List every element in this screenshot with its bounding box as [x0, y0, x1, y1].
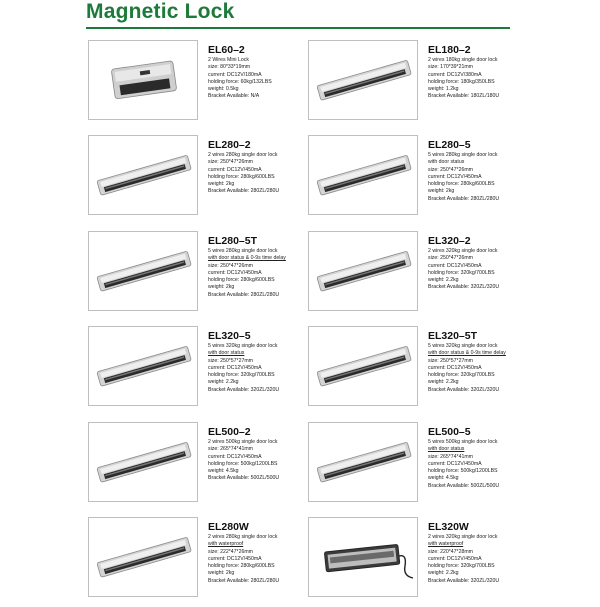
product-image	[308, 517, 418, 597]
product-model: EL280–2	[208, 139, 251, 151]
spec-line: 5 wires 280kg single door lock	[208, 248, 278, 254]
spec-line: current: DC12V/450mA	[428, 262, 482, 269]
product-model: EL60–2	[208, 44, 245, 56]
spec-line: holding force: 280kg/600LBS	[208, 563, 275, 570]
spec-line: weight: 4.5kg	[208, 468, 239, 475]
spec-line: Bracket Available: 320ZL/320U	[428, 386, 500, 393]
magnetic-lock-image	[89, 41, 197, 119]
spec-line: weight: 1.2kg	[428, 86, 459, 93]
spec-line: 5 wires 500kg single door lock	[428, 439, 498, 445]
magnetic-lock-image	[309, 232, 417, 310]
spec-line: 2 wires 180kg single door lock	[428, 57, 498, 63]
spec-line: Bracket Available: 180ZL/180U	[428, 93, 500, 100]
product-info	[428, 426, 538, 490]
spec-line: size: 250*47*26mm	[208, 262, 253, 269]
product-image	[308, 135, 418, 215]
spec-line: weight: 2kg	[208, 181, 235, 188]
spec-line: current: DC12V/450mA	[208, 364, 262, 371]
product-image	[88, 517, 198, 597]
spec-line: holding force: 280kg/600LBS	[208, 173, 275, 180]
spec-line: with door status	[428, 446, 465, 453]
spec-line: size: 220*47*28mm	[428, 548, 473, 555]
spec-line: size: 80*33*19mm	[208, 64, 251, 71]
product-info	[428, 139, 538, 203]
spec-line: holding force: 500kg/1200LBS	[428, 468, 498, 475]
spec-line: holding force: 60kg/132LBS	[208, 78, 272, 85]
spec-line: current: DC12V/450mA	[208, 453, 262, 460]
spec-line: Bracket Available: 280ZL/280U	[428, 195, 500, 202]
spec-line: size: 222*47*26mm	[208, 548, 253, 555]
product-card	[308, 326, 528, 416]
product-card	[308, 231, 528, 321]
spec-line: current: DC12V/450mA	[428, 460, 482, 467]
spec-line: weight: 2.2kg	[208, 379, 239, 386]
product-info	[208, 235, 318, 299]
product-card	[308, 40, 528, 130]
product-info	[428, 330, 538, 394]
magnetic-lock-image	[309, 423, 417, 501]
spec-line: holding force: 180kg/350LBS	[428, 78, 495, 85]
spec-line: holding force: 320kg/700LBS	[428, 372, 495, 379]
spec-line: size: 250*47*26mm	[208, 159, 253, 166]
product-card	[88, 231, 308, 321]
page-title: Magnetic Lock	[86, 0, 235, 23]
spec-line: Bracket Available: 500ZL/500U	[428, 482, 500, 489]
product-info	[208, 521, 318, 585]
spec-line: size: 250*57*27mm	[208, 357, 253, 364]
spec-line: 5 wires 320kg single door lock	[428, 343, 498, 349]
spec-line: with door status & 0-9s time delay	[428, 350, 506, 357]
spec-line: weight: 2kg	[208, 284, 235, 291]
spec-line: Bracket Available: 320ZL/320U	[428, 577, 500, 584]
spec-line: with door status	[428, 159, 465, 166]
spec-line: size: 250*47*26mm	[428, 255, 473, 262]
product-model: EL500–5	[428, 426, 471, 438]
product-image	[88, 422, 198, 502]
spec-line: Bracket Available: 280ZL/280U	[208, 291, 280, 298]
product-model: EL280–5T	[208, 235, 258, 247]
product-model: EL280W	[208, 521, 249, 533]
spec-line: size: 250*47*26mm	[428, 166, 473, 173]
product-info	[428, 235, 538, 292]
magnetic-lock-image	[89, 232, 197, 310]
product-info	[208, 44, 318, 101]
product-model: EL320–5T	[428, 330, 478, 342]
product-card	[88, 40, 308, 130]
product-card	[308, 517, 528, 607]
product-card	[88, 422, 308, 512]
spec-line: holding force: 280kg/600LBS	[428, 181, 495, 188]
spec-line: with waterproof	[428, 541, 464, 548]
product-card	[308, 422, 528, 512]
spec-line: holding force: 280kg/600LBS	[208, 277, 275, 284]
magnetic-lock-image	[89, 136, 197, 214]
product-model: EL280–5	[428, 139, 471, 151]
spec-line: weight: 2kg	[428, 188, 455, 195]
magnetic-lock-image	[309, 41, 417, 119]
spec-line: holding force: 500kg/1200LBS	[208, 460, 278, 467]
spec-line: size: 265*74*41mm	[208, 446, 253, 453]
spec-line: Bracket Available: 500ZL/500U	[208, 475, 280, 482]
product-model: EL320–5	[208, 330, 251, 342]
product-card	[88, 135, 308, 225]
spec-line: weight: 2kg	[208, 570, 235, 577]
product-image	[88, 40, 198, 120]
spec-line: 2 wires 280kg single door lock	[208, 534, 278, 540]
product-image	[308, 40, 418, 120]
spec-line: weight: 2.2kg	[428, 570, 459, 577]
spec-line: current: DC12V/450mA	[428, 555, 482, 562]
magnetic-lock-image	[309, 136, 417, 214]
magnetic-lock-image	[309, 327, 417, 405]
product-model: EL320–2	[428, 235, 471, 247]
spec-line: current: DC12V/380mA	[428, 71, 482, 78]
spec-line: 5 wires 320kg single door lock	[208, 343, 278, 349]
spec-line: current: DC12V/450mA	[208, 166, 262, 173]
spec-line: Bracket Available: 280ZL/280U	[208, 577, 280, 584]
product-card	[88, 517, 308, 607]
magnetic-lock-image	[89, 327, 197, 405]
product-model: EL320W	[428, 521, 469, 533]
magnetic-lock-image	[309, 518, 417, 596]
spec-line: holding force: 320kg/700LBS	[428, 563, 495, 570]
product-image	[308, 231, 418, 311]
spec-line: with door status	[208, 350, 245, 357]
spec-line: size: 250*57*27mm	[428, 357, 473, 364]
product-image	[88, 326, 198, 406]
spec-line: Bracket Available: N/A	[208, 93, 260, 100]
spec-line: Bracket Available: 320ZL/320U	[428, 284, 500, 291]
spec-line: 2 wires 500kg single door lock	[208, 439, 278, 445]
spec-line: current: DC12V/450mA	[428, 364, 482, 371]
product-image	[88, 135, 198, 215]
product-card	[308, 135, 528, 225]
product-image	[88, 231, 198, 311]
spec-line: size: 265*74*41mm	[428, 453, 473, 460]
spec-line: 2 wires 320kg single door lock	[428, 248, 498, 254]
product-info	[208, 330, 318, 394]
spec-line: Bracket Available: 280ZL/280U	[208, 188, 280, 195]
spec-line: 2 Wires Mini Lock	[208, 57, 249, 63]
product-info	[208, 426, 318, 483]
product-model: EL500–2	[208, 426, 251, 438]
product-card	[88, 326, 308, 416]
spec-line: current: DC12V/450mA	[208, 269, 262, 276]
spec-line: current: DC12V/450mA	[428, 173, 482, 180]
spec-line: with door status & 0-9s time delay	[208, 255, 286, 262]
magnetic-lock-image	[89, 423, 197, 501]
spec-line: holding force: 320kg/700LBS	[208, 372, 275, 379]
product-info	[208, 139, 318, 196]
spec-line: weight: 0.5kg	[208, 86, 239, 93]
spec-line: size: 170*39*21mm	[428, 64, 473, 71]
product-image	[308, 422, 418, 502]
title-rule	[86, 27, 510, 29]
spec-line: Bracket Available: 320ZL/320U	[208, 386, 280, 393]
spec-line: 2 wires 320kg single door lock	[428, 534, 498, 540]
spec-line: with waterproof	[208, 541, 244, 548]
magnetic-lock-image	[89, 518, 197, 596]
spec-line: current: DC12V/450mA	[208, 555, 262, 562]
product-info	[428, 521, 538, 585]
spec-line: weight: 2.2kg	[428, 277, 459, 284]
spec-line: holding force: 320kg/700LBS	[428, 269, 495, 276]
product-model: EL180–2	[428, 44, 471, 56]
product-info	[428, 44, 538, 101]
spec-line: weight: 4.5kg	[428, 475, 459, 482]
spec-line: 5 wires 280kg single door lock	[428, 152, 498, 158]
spec-line: 2 wires 280kg single door lock	[208, 152, 278, 158]
spec-line: weight: 2.2kg	[428, 379, 459, 386]
product-image	[308, 326, 418, 406]
spec-line: current: DC12V/180mA	[208, 71, 262, 78]
